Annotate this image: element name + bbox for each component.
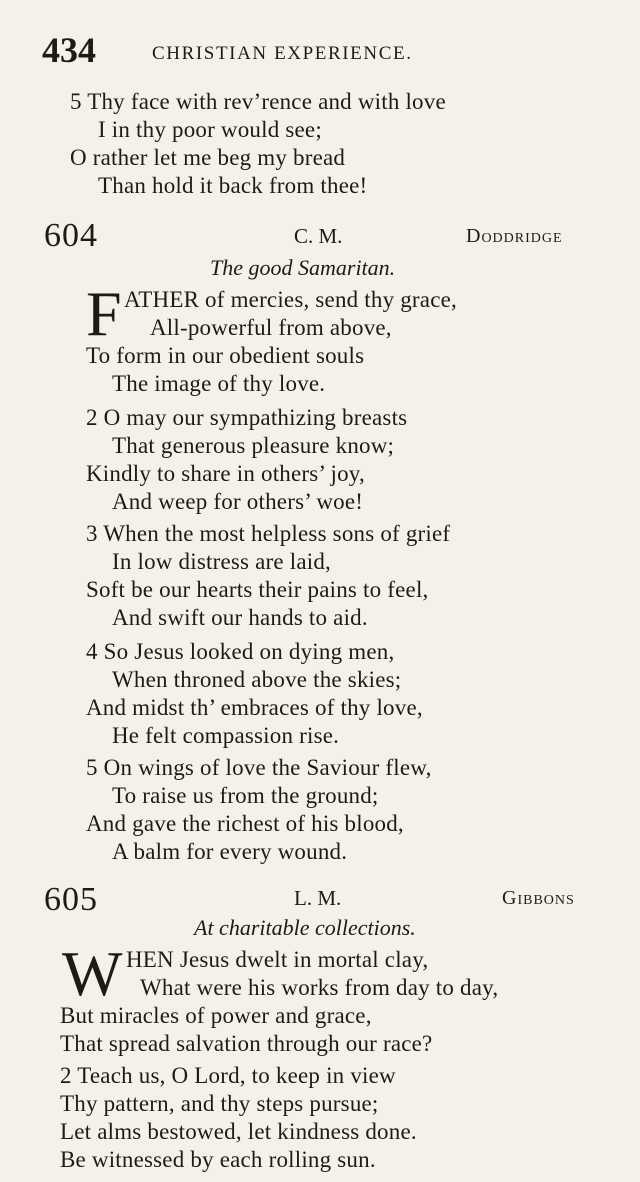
verse-line: When throned above the skies; xyxy=(112,667,402,692)
hymn-number: 604 xyxy=(44,217,98,254)
verse-line: Let alms bestowed, let kindness done. xyxy=(60,1119,417,1144)
hymn-author: Gibbons xyxy=(502,887,575,909)
page-number: 434 xyxy=(42,30,96,70)
drop-cap: F xyxy=(86,278,122,349)
drop-cap: W xyxy=(62,938,123,1009)
verse-line: The image of thy love. xyxy=(112,371,326,396)
hymn-meter: L. M. xyxy=(294,886,342,910)
verse-line: HEN Jesus dwelt in mortal clay, xyxy=(126,947,429,972)
verse-line: He felt compassion rise. xyxy=(112,723,340,748)
hymn-author: Doddridge xyxy=(466,225,563,247)
verse-line: O rather let me beg my bread xyxy=(70,145,346,170)
verse-line: I in thy poor would see; xyxy=(98,117,322,142)
verse-line: 5 On wings of love the Saviour flew, xyxy=(86,755,432,780)
verse-line: Be witnessed by each rolling sun. xyxy=(60,1147,376,1172)
verse-line: And swift our hands to aid. xyxy=(112,605,368,630)
verse-line: 2 Teach us, O Lord, to keep in view xyxy=(60,1063,396,1088)
verse-line: And weep for others’ woe! xyxy=(112,489,364,514)
hymn-subtitle: At charitable collections. xyxy=(194,915,416,940)
verse-line: 3 When the most helpless sons of grief xyxy=(86,521,451,546)
verse-line: And gave the richest of his blood, xyxy=(86,811,404,836)
verse-line: Thy pattern, and thy steps pursue; xyxy=(60,1091,379,1116)
verse-line: Kindly to share in others’ joy, xyxy=(86,461,365,486)
verse-line: Soft be our hearts their pains to feel, xyxy=(86,577,429,602)
verse-line: And midst th’ embraces of thy love, xyxy=(86,695,423,720)
verse-line: That generous pleasure know; xyxy=(112,433,395,458)
running-title: CHRISTIAN EXPERIENCE. xyxy=(152,43,413,64)
verse-line: To raise us from the ground; xyxy=(112,783,379,808)
verse-line: But miracles of power and grace, xyxy=(60,1003,372,1028)
verse-line: What were his works from day to day, xyxy=(140,975,499,1000)
verse-line: Than hold it back from thee! xyxy=(98,173,368,198)
verse-line: That spread salvation through our race? xyxy=(60,1031,433,1056)
hymn-number: 605 xyxy=(44,881,98,918)
verse-line: A balm for every wound. xyxy=(112,839,348,864)
verse-line: 2 O may our sympathizing breasts xyxy=(86,405,408,430)
hymn-subtitle: The good Samaritan. xyxy=(210,255,396,280)
verse-line: To form in our obedient souls xyxy=(86,343,365,368)
verse-line: 5 Thy face with rev’rence and with love xyxy=(70,89,446,114)
verse-line: 4 So Jesus looked on dying men, xyxy=(86,639,395,664)
verse-line: ATHER of mercies, send thy grace, xyxy=(124,287,457,312)
verse-line: In low distress are laid, xyxy=(112,549,331,574)
verse-line: All-powerful from above, xyxy=(150,315,392,340)
hymn-meter: C. M. xyxy=(294,224,343,248)
